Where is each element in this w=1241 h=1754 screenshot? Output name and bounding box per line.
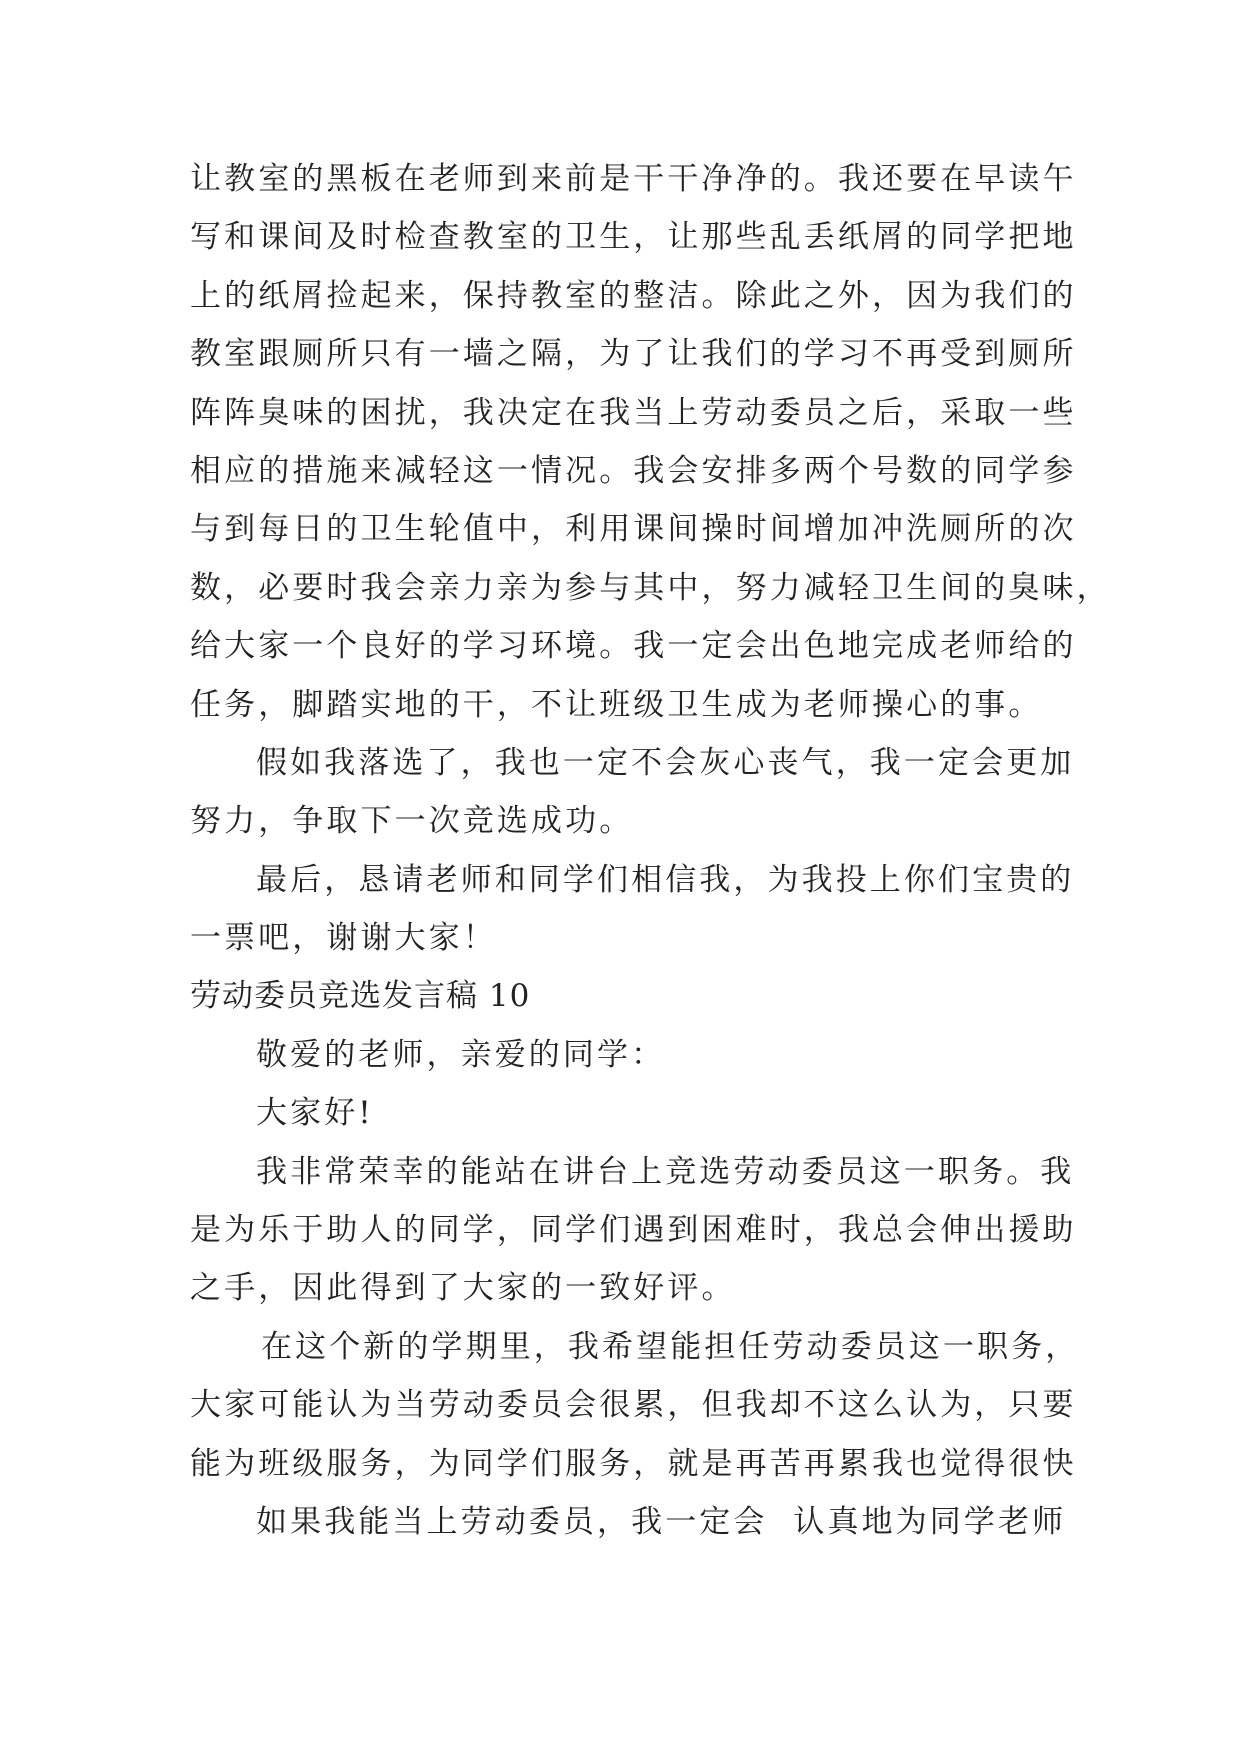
paragraph-line: 能为班级服务，为同学们服务，就是再苦再累我也觉得很快 — [190, 1445, 1077, 1482]
paragraph-line: 数，必要时我会亲力亲为参与其中，努力减轻卫生间的臭味， — [190, 569, 1111, 606]
paragraph-line: 在这个新的学期里，我希望能担任劳动委员这一职务， — [261, 1328, 1080, 1365]
paragraph-line: 写和课间及时检查教室的卫生，让那些乱丢纸屑的同学把地 — [190, 219, 1077, 256]
paragraph-line: 大家可能认为当劳动委员会很累，但我却不这么认为，只要 — [190, 1387, 1077, 1424]
paragraph-line: 让教室的黑板在老师到来前是干干净净的。我还要在早读午 — [190, 161, 1077, 197]
paragraph-line: 阵阵臭味的困扰，我决定在我当上劳动委员之后，采取一些 — [190, 394, 1077, 431]
paragraph-line: 最后，恳请老师和同学们相信我，为我投上你们宝贵的 — [256, 861, 1075, 898]
paragraph-line: 教室跟厕所只有一墙之隔，为了让我们的学习不再受到厕所 — [190, 336, 1077, 373]
greeting-line: 大家好! — [256, 1095, 374, 1132]
document-page — [190, 150, 1111, 1551]
paragraph-line: 如果我能当上劳动委员，我一定会 认真地为同学老师 — [256, 1503, 1067, 1540]
paragraph-line: 与到每日的卫生轮值中，利用课间操时间增加冲洗厕所的次 — [190, 511, 1077, 548]
paragraph-line: 任务，脚踏实地的干，不让班级卫生成为老师操心的事。 — [190, 686, 1043, 723]
paragraph-line: 假如我落选了，我也一定不会灰心丧气，我一定会更加 — [256, 744, 1075, 781]
paragraph-line: 相应的措施来减轻这一情况。我会安排多两个号数的同学参 — [190, 452, 1077, 489]
paragraph-line: 一票吧，谢谢大家！ — [190, 920, 497, 957]
paragraph-line: 努力，争取下一次竞选成功。 — [190, 803, 634, 840]
paragraph-line: 之手，因此得到了大家的一致好评。 — [190, 1270, 736, 1307]
paragraph-line: 上的纸屑捡起来，保持教室的整洁。除此之外，因为我们的 — [190, 277, 1077, 314]
paragraph-line: 是为乐于助人的同学，同学们遇到困难时，我总会伸出援助 — [190, 1212, 1077, 1249]
paragraph-line: 给大家一个良好的学习环境。我一定会出色地完成老师给的 — [190, 628, 1077, 665]
paragraph-line: 我非常荣幸的能站在讲台上竞选劳动委员这一职务。我 — [256, 1153, 1075, 1190]
section-heading: 劳动委员竞选发言稿 10 — [190, 978, 531, 1015]
salutation-line: 敬爱的老师，亲爱的同学： — [256, 1036, 666, 1073]
